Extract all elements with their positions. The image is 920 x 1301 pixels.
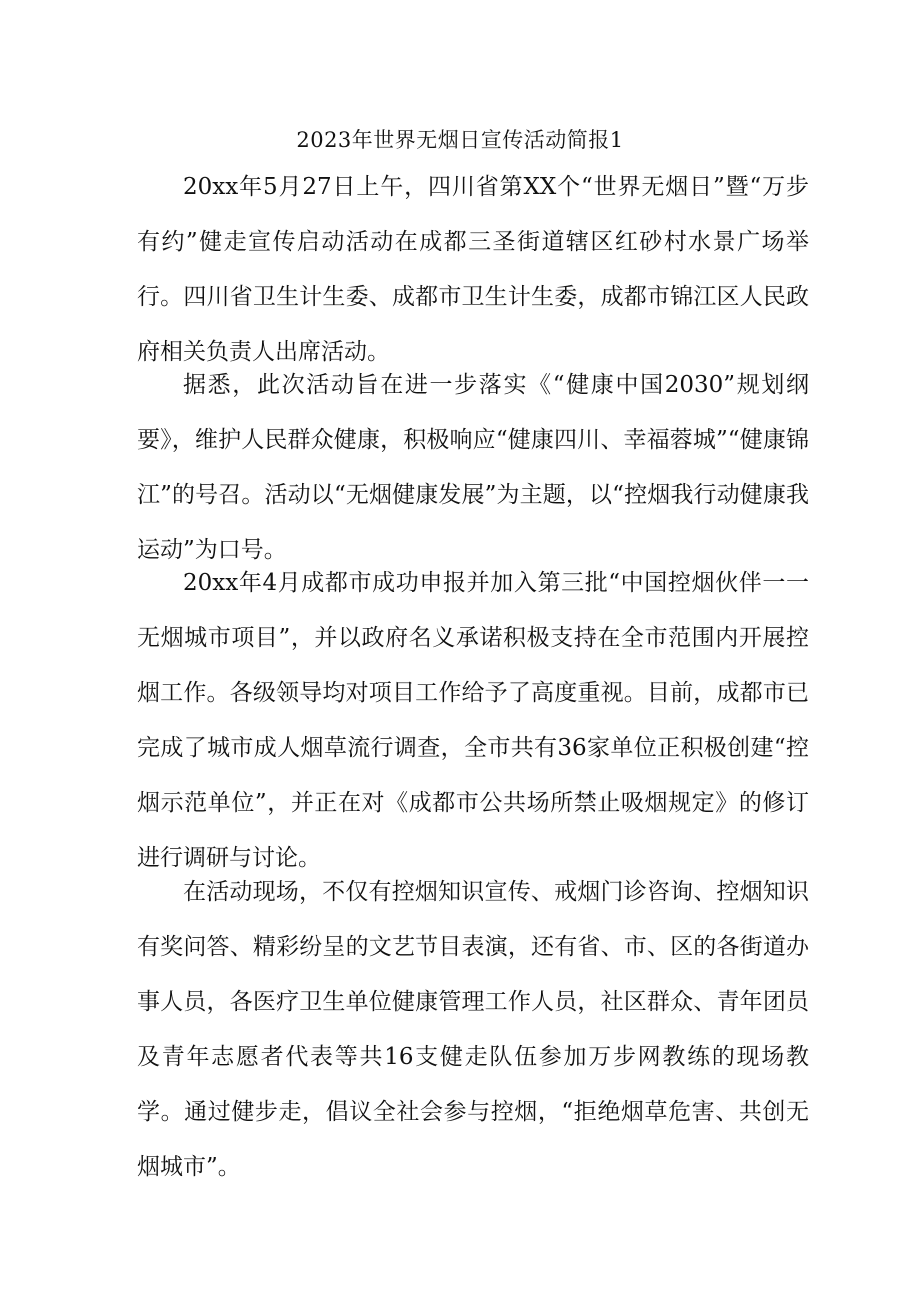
paragraph-3: 20xx年4月成都市成功申报并加入第三批“中国控烟伙伴一一无烟城市项目”，并以政府名义承诺积极支持在全市范围内开展控烟工作。各级领导均对项目工作给予了高度重视。目前，成都市已完成了城市成人烟草流行调查，全市共有36家单位正积极创建“控烟示范单位”，并正在对《成都市公共场所禁止吸烟规定》的修订进行调研与讨论。: [137, 570, 809, 871]
document-title: 2023年世界无烟日宣传活动简报1: [296, 128, 624, 152]
paragraph-1: 20xx年5月27日上午，四川省第XX个“世界无烟日”暨“万步有约”健走宣传启动活动在成都三圣街道辖区红砂村水景广场举行。四川省卫生计生委、成都市卫生计生委，成都市锦江区人民政府相关负责人出席活动。: [137, 174, 809, 365]
paragraph-4: 在活动现场，不仅有控烟知识宣传、戒烟门诊咨询、控烟知识有奖问答、精彩纷呈的文艺节目表演，还有省、市、区的各街道办事人员，各医疗卫生单位健康管理工作人员，社区群众、青年团员及青年志愿者代表等共16支健走队伍参加万步网教练的现场教学。通过健步走，倡议全社会参与控烟，“拒绝烟草危害、共创无烟城市”。: [137, 879, 809, 1180]
paragraph-2: 据悉，此次活动旨在进一步落实《“健康中国2030”规划纲要》，维护人民群众健康，积极响应“健康四川、幸福蓉城”“健康锦江”的号召。活动以“无烟健康发展”为主题，以“控烟我行动健康我运动”为口号。: [137, 372, 809, 563]
